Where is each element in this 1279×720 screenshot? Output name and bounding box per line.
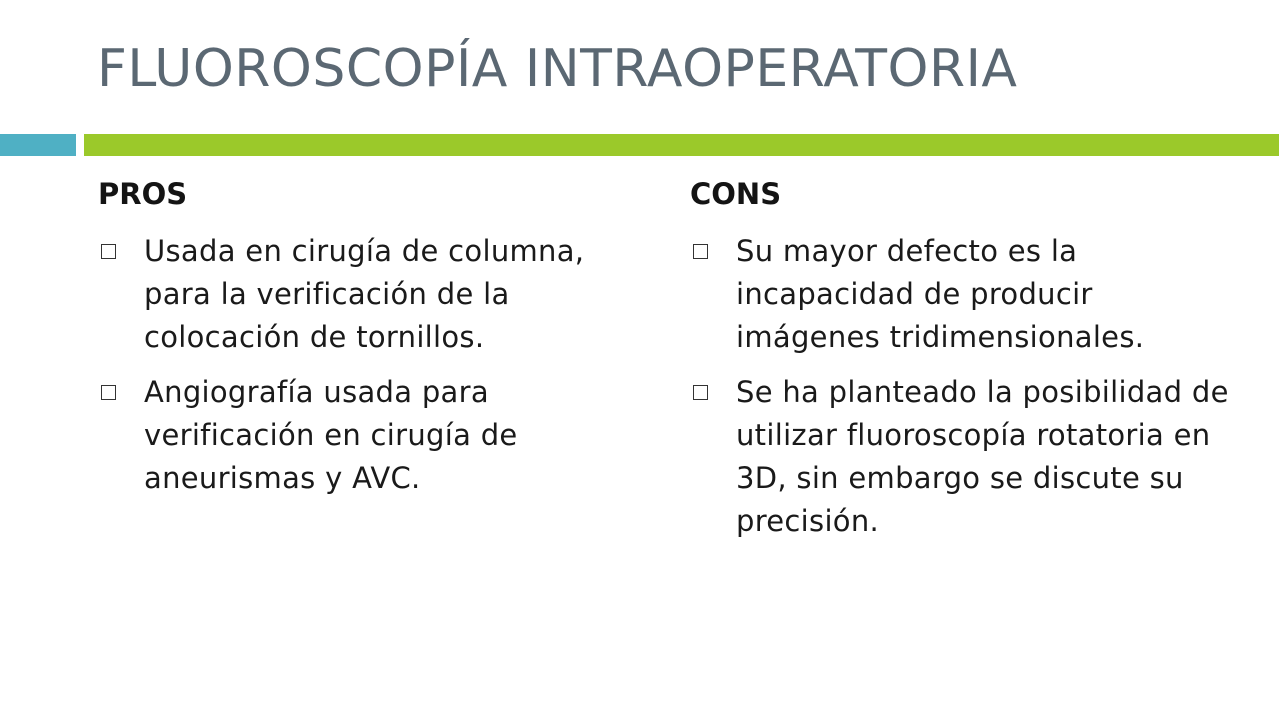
cons-item bbox=[690, 371, 1230, 543]
pros-item-text: Usada en cirugía de columna, para la verificación de la colocación de tornillos. bbox=[144, 234, 585, 354]
pros-item bbox=[98, 371, 618, 500]
cons-item-text: Se ha planteado la posibilidad de utilizar fluoroscopía rotatoria en 3D, sin embargo se discute su precisión. bbox=[736, 375, 1229, 538]
title-rule-green bbox=[84, 134, 1279, 156]
square-bullet-icon bbox=[101, 244, 116, 259]
cons-heading: CONS bbox=[690, 177, 782, 211]
pros-heading: PROS bbox=[98, 177, 188, 211]
cons-item bbox=[690, 230, 1230, 359]
square-bullet-icon bbox=[101, 385, 116, 400]
square-bullet-icon bbox=[693, 385, 708, 400]
pros-column bbox=[98, 172, 618, 512]
square-bullet-icon bbox=[693, 244, 708, 259]
pros-item-text: Angiografía usada para verificación en cirugía de aneurismas y AVC. bbox=[144, 375, 518, 495]
title-rule-teal bbox=[0, 134, 76, 156]
cons-item-text: Su mayor defecto es la incapacidad de producir imágenes tridimensionales. bbox=[736, 234, 1145, 354]
cons-list bbox=[690, 230, 1230, 543]
slide-title: FLUOROSCOPÍA INTRAOPERATORIA bbox=[97, 39, 1018, 99]
pros-list bbox=[98, 230, 618, 500]
cons-column bbox=[690, 172, 1230, 555]
pros-item bbox=[98, 230, 618, 359]
